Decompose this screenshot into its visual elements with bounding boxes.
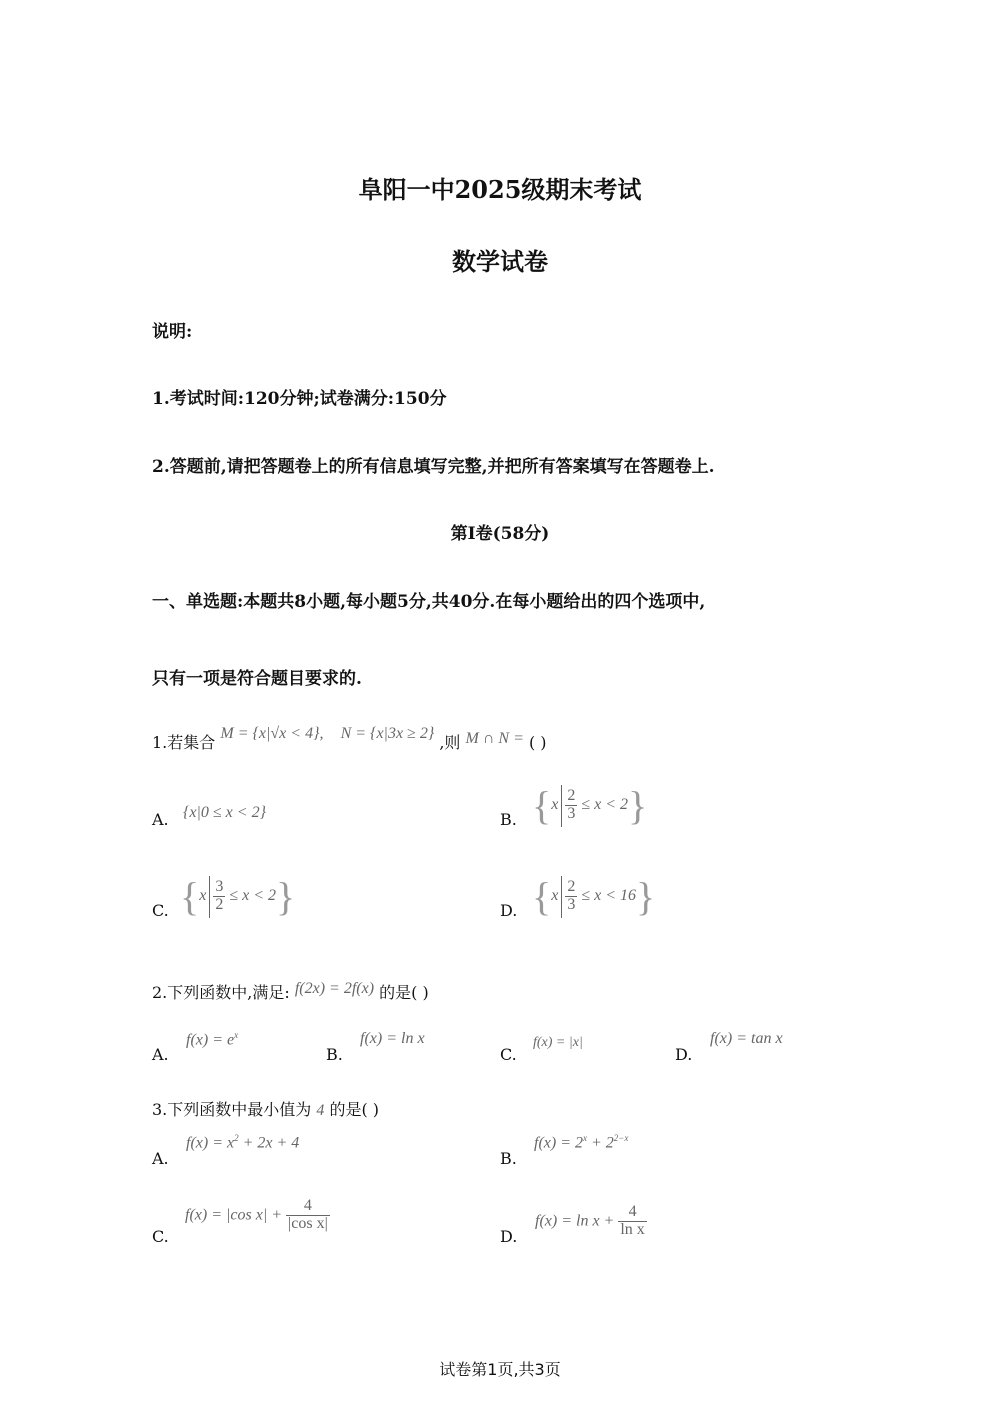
question-1-prefix: 1.若集合 [152, 733, 216, 752]
question-3-suffix: 的是( ) [329, 1100, 380, 1119]
q2-option-b: f(x) = ln x [360, 1030, 425, 1047]
exam-title: 阜阳一中2025级期末考试 [358, 175, 642, 204]
q3-option-c-label: C. [152, 1227, 169, 1246]
part-heading: 第Ⅰ卷(58分) [450, 524, 550, 544]
q3-option-a-label: A. [152, 1149, 169, 1168]
q1-option-c: {x $\frac{3}{2}$ ≤ x < 2} [180, 874, 296, 919]
inequality-rest: ≤ x < 2 [229, 887, 276, 905]
fraction: $\frac{2}{3}$ [567, 787, 576, 822]
q2-option-c: f(x) = |x| [533, 1035, 583, 1050]
q2-option-b-label: B. [326, 1045, 343, 1064]
inequality-rest: ≤ x < 16 [581, 887, 636, 905]
set-m-expression: M = {x|√x < 4}, [220, 725, 324, 742]
q3-option-d-label: D. [500, 1227, 518, 1246]
q3-option-c: f(x) = |cos x| + $\frac{4}{\text{|cos x|}}$ [185, 1197, 328, 1232]
right-brace-icon: } [276, 874, 296, 919]
question-3 [152, 1097, 379, 1120]
section-1-heading-line-2: 只有一项是符合题目要求的. [152, 669, 362, 689]
question-1 [152, 725, 547, 753]
q1-option-c-label: C. [152, 901, 169, 920]
answer-blank: ( ) [528, 733, 547, 752]
right-brace-icon: } [636, 874, 656, 919]
question-3-prefix: 3.下列函数中最小值为 [152, 1100, 312, 1119]
notes-item-1: 1.考试时间:120分钟;试卷满分:150分 [152, 389, 447, 409]
question-2 [152, 980, 429, 1003]
page-footer: 试卷第1页,共3页 [439, 1360, 561, 1379]
right-brace-icon: } [628, 783, 648, 828]
q1-option-d: {x $\frac{2}{3}$ ≤ x < 16} [532, 874, 656, 919]
fraction: $\frac{2}{3}$ [567, 878, 576, 913]
left-brace-icon: { [532, 783, 552, 828]
q3-option-b-label: B. [500, 1149, 517, 1168]
left-brace-icon: { [180, 874, 200, 919]
question-2-prefix: 2.下列函数中,满足: [152, 983, 290, 1002]
q1-option-b: {x $\frac{2}{3}$ ≤ x < 2} [532, 783, 648, 828]
q1-option-b-label: B. [500, 810, 517, 829]
q2-option-d-label: D. [675, 1045, 693, 1064]
question-1-mid: ,则 [439, 733, 461, 752]
q1-option-a-label: A. [152, 810, 169, 829]
q1-option-a: {x|0 ≤ x < 2} [183, 804, 266, 821]
fraction: $\frac{3}{2}$ [215, 878, 224, 913]
exam-subtitle: 数学试卷 [452, 247, 548, 276]
q2-option-a: $f(x) = e^x$ [186, 1030, 239, 1049]
fraction: $\frac{4}{\text{ln x}}$ [620, 1203, 645, 1238]
q2-option-d: f(x) = tan x [710, 1030, 783, 1047]
inequality-rest: ≤ x < 2 [581, 796, 628, 814]
set-n-expression: N = {x|3x ≥ 2} [340, 725, 435, 742]
q3-option-d: f(x) = ln x + $\frac{4}{\text{ln x}}$ [535, 1203, 645, 1238]
q1-option-d-label: D. [500, 901, 518, 920]
section-1-heading-line-1: 一、单选题:本题共8小题,每小题5分,共40分.在每小题给出的四个选项中, [152, 592, 706, 612]
minimum-value: 4 [316, 1102, 325, 1119]
left-brace-icon: { [532, 874, 552, 919]
functional-equation: f(2x) = 2f(x) [294, 980, 375, 997]
q2-option-a-label: A. [152, 1045, 169, 1064]
q3-option-a: $f(x) = x^2 + 2x + 4$ [186, 1133, 300, 1152]
notes-item-2: 2.答题前,请把答题卷上的所有信息填写完整,并把所有答案填写在答题卷上. [152, 457, 715, 477]
q3-option-b: $f(x) = 2^x + 2^{2-x}$ [534, 1133, 629, 1152]
q2-option-c-label: C. [500, 1045, 517, 1064]
fraction: $\frac{4}{\text{|cos x|}}$ [288, 1197, 328, 1232]
question-2-suffix: 的是( ) [379, 983, 429, 1002]
notes-heading: 说明: [152, 322, 193, 342]
intersection-expression: M ∩ N = [465, 730, 524, 747]
